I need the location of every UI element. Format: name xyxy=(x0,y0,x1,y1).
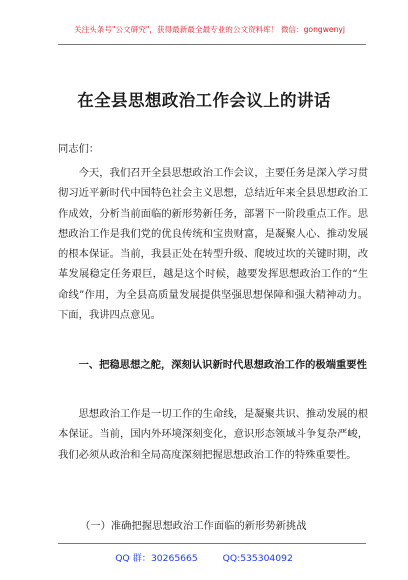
subsection-heading-1: （一）准确把握思想政治工作面临的新形势新挑战 xyxy=(80,520,307,532)
footer-divider xyxy=(58,543,366,544)
footer-qq-group: QQ 群：30265665 xyxy=(115,553,198,564)
body-paragraph-intro: 今天，我们召开全县思想政治工作会议，主要任务是深入学习贯彻习近平新时代中国特色社会主义思想，总结近年来全县思想政治工作成效，分析当前面临的新形势新任务，部署下一阶段重点工作。思想政治工作是我们党的优良传统和宝贵财富，是凝聚人心、推动发展的根本保证。当前，我县正处在转型升级、爬坡过坎的关键时期，改革发展稳定任务艰巨，越是这个时候，越要发挥思想政治工作的“生命线”作用，为全县高质量发展提供坚强思想保障和强大精神动力。下面，我讲四点意见。 xyxy=(58,167,368,322)
footer-contact xyxy=(0,550,408,564)
footer-qq-contact: QQ:535304092 xyxy=(222,553,293,564)
section-heading-1: 一、把稳思想之舵，深刻认识新时代思想政治工作的极端重要性 xyxy=(78,359,367,371)
header-promo-note: 关注头条号"公文研究"，获得最新最全最专业的公文资料库！ 微信：gongwenyj xyxy=(74,25,346,34)
body-paragraph-section1: 思想政治工作是一切工作的生命线，是凝聚共识、推动发展的根本保证。当前，国内外环境深刻变化，意识形态领域斗争复杂严峻，我们必须从政治和全局高度深刻把握思想政治工作的特殊重要性。 xyxy=(58,408,368,461)
document-title: 在全县思想政治工作会议上的讲话 xyxy=(77,91,331,110)
salutation: 同志们： xyxy=(58,143,100,155)
header-divider xyxy=(58,44,366,45)
